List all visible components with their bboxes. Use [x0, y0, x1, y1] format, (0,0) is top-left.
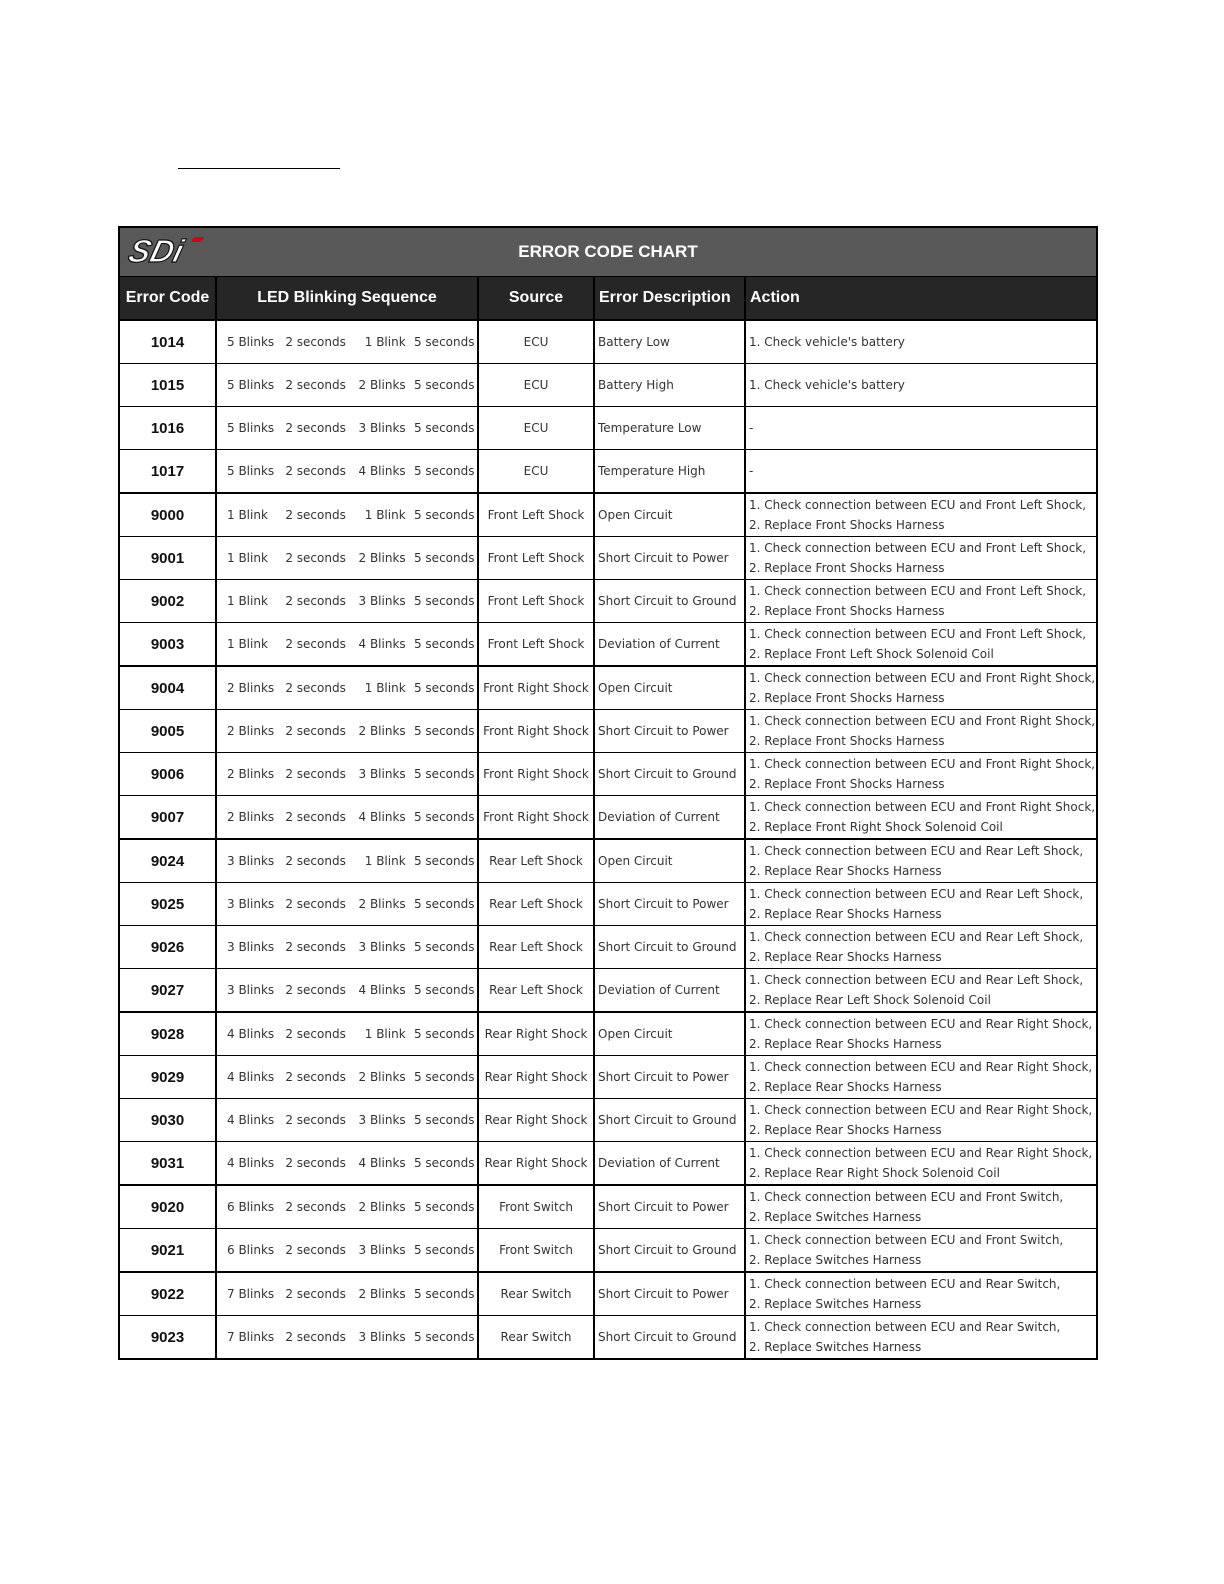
error-description-cell: Battery Low: [594, 320, 745, 364]
led-sequence-cell: [216, 710, 478, 753]
sequence-step: 6 Blinks: [227, 1200, 275, 1214]
action-line: 2. Replace Front Right Shock Solenoid Coil: [749, 820, 1003, 834]
sequence-step: 2 seconds: [285, 335, 346, 349]
action-line: 2. Replace Rear Left Shock Solenoid Coil: [749, 993, 991, 1007]
sequence-step: 2 Blinks: [358, 1070, 406, 1084]
table-row: [120, 364, 1096, 407]
error-description-cell: Temperature Low: [594, 407, 745, 450]
sequence-step: 2 seconds: [285, 854, 346, 868]
action-cell: [745, 407, 1096, 450]
action-cell: [745, 839, 1096, 883]
action-line: 1. Check connection between ECU and Front Left Shock,: [749, 627, 1087, 641]
led-sequence-cell: [216, 796, 478, 840]
sequence-step: 5 seconds: [413, 724, 475, 738]
action-line: 1. Check connection between ECU and Rear Left Shock,: [749, 887, 1084, 901]
sequence-step: 5 seconds: [413, 1243, 475, 1257]
error-description-cell: Open Circuit: [594, 1012, 745, 1056]
action-line: 1. Check connection between ECU and Rear Switch,: [749, 1277, 1061, 1291]
action-line: 1. Check connection between ECU and Front Right Shock,: [749, 757, 1096, 771]
action-line: 2. Replace Switches Harness: [749, 1340, 922, 1354]
action-line: -: [749, 421, 754, 435]
sequence-step: 1 Blink: [364, 1027, 406, 1041]
sequence-step: 2 seconds: [285, 1113, 346, 1127]
action-line: 2. Replace Rear Shocks Harness: [749, 950, 942, 964]
table-row: [120, 537, 1096, 580]
error-code-chart: [118, 226, 1098, 1360]
action-line: 1. Check connection between ECU and Rear Right Shock,: [749, 1103, 1093, 1117]
sequence-step: 5 seconds: [413, 681, 475, 695]
sequence-step: 2 seconds: [285, 940, 346, 954]
action-line: 2. Replace Rear Shocks Harness: [749, 1080, 942, 1094]
error-code-cell: 9031: [120, 1142, 216, 1186]
led-sequence-cell: [216, 320, 478, 364]
sequence-step: 1 Blink: [364, 335, 406, 349]
sequence-step: 4 Blinks: [227, 1070, 275, 1084]
led-sequence-cell: [216, 580, 478, 623]
sequence-step: 5 seconds: [413, 335, 475, 349]
action-line: 2. Replace Front Shocks Harness: [749, 561, 945, 575]
action-line: 2. Replace Rear Shocks Harness: [749, 864, 942, 878]
table-row: [120, 883, 1096, 926]
sequence-step: 4 Blinks: [358, 1156, 406, 1170]
sequence-step: 3 Blinks: [358, 1243, 406, 1257]
table-row: [120, 623, 1096, 667]
action-line: -: [749, 464, 754, 478]
error-description-cell: Battery High: [594, 364, 745, 407]
error-description-cell: Short Circuit to Power: [594, 883, 745, 926]
action-cell: [745, 537, 1096, 580]
error-code-cell: 9005: [120, 710, 216, 753]
error-code-cell: 9006: [120, 753, 216, 796]
error-code-cell: 9027: [120, 969, 216, 1013]
sequence-step: 2 seconds: [285, 1156, 346, 1170]
led-sequence-cell: [216, 753, 478, 796]
table-row: [120, 407, 1096, 450]
sequence-step: 2 Blinks: [358, 378, 406, 392]
sequence-step: 3 Blinks: [358, 421, 406, 435]
error-code-cell: 9000: [120, 493, 216, 537]
sequence-step: 5 seconds: [413, 940, 475, 954]
led-sequence-cell: [216, 1229, 478, 1273]
sequence-step: 2 seconds: [285, 508, 346, 522]
sequence-step: 5 seconds: [413, 551, 475, 565]
source-cell: ECU: [478, 364, 594, 407]
sequence-step: 2 Blinks: [227, 810, 275, 824]
sequence-step: 1 Blink: [227, 594, 268, 608]
error-code-cell: 9003: [120, 623, 216, 667]
table-row: [120, 493, 1096, 537]
error-description-cell: Short Circuit to Ground: [594, 580, 745, 623]
sequence-step: 2 seconds: [285, 1027, 346, 1041]
error-code-cell: 9028: [120, 1012, 216, 1056]
led-sequence-cell: [216, 926, 478, 969]
sequence-step: 2 seconds: [285, 1287, 346, 1301]
led-sequence-cell: [216, 364, 478, 407]
error-description-cell: Short Circuit to Power: [594, 710, 745, 753]
source-cell: Front Left Shock: [478, 537, 594, 580]
sequence-step: 2 seconds: [285, 551, 346, 565]
sequence-step: 3 Blinks: [358, 767, 406, 781]
error-description-cell: Short Circuit to Power: [594, 1185, 745, 1229]
sequence-step: 5 seconds: [413, 1070, 475, 1084]
action-line: 1. Check vehicle's battery: [749, 335, 905, 349]
source-cell: Rear Right Shock: [478, 1012, 594, 1056]
action-cell: [745, 364, 1096, 407]
action-cell: [745, 1056, 1096, 1099]
action-line: 1. Check connection between ECU and Rear Switch,: [749, 1320, 1061, 1334]
header-error-description: Error Description: [594, 277, 745, 320]
source-cell: Rear Right Shock: [478, 1142, 594, 1186]
source-cell: Front Right Shock: [478, 796, 594, 840]
table-row: [120, 969, 1096, 1013]
action-line: 2. Replace Rear Right Shock Solenoid Coil: [749, 1166, 1000, 1180]
sequence-step: 6 Blinks: [227, 1243, 275, 1257]
error-description-cell: Deviation of Current: [594, 796, 745, 840]
action-cell: [745, 1012, 1096, 1056]
action-line: 1. Check connection between ECU and Front Switch,: [749, 1190, 1064, 1204]
sequence-step: 2 seconds: [285, 681, 346, 695]
action-line: 2. Replace Rear Shocks Harness: [749, 907, 942, 921]
error-code-cell: 9001: [120, 537, 216, 580]
action-line: 2. Replace Front Shocks Harness: [749, 518, 945, 532]
sequence-step: 5 Blinks: [227, 421, 275, 435]
error-description-cell: Open Circuit: [594, 493, 745, 537]
led-sequence-cell: [216, 1056, 478, 1099]
sequence-step: 3 Blinks: [358, 1330, 406, 1344]
sequence-step: 5 seconds: [413, 508, 475, 522]
source-cell: ECU: [478, 407, 594, 450]
action-line: 2. Replace Switches Harness: [749, 1297, 922, 1311]
sequence-step: 2 Blinks: [358, 897, 406, 911]
source-cell: Rear Right Shock: [478, 1056, 594, 1099]
error-code-cell: 9020: [120, 1185, 216, 1229]
error-description-cell: Open Circuit: [594, 839, 745, 883]
table-row: [120, 450, 1096, 494]
sequence-step: 2 Blinks: [227, 681, 275, 695]
action-line: 1. Check connection between ECU and Front Right Shock,: [749, 800, 1096, 814]
error-code-cell: 9004: [120, 666, 216, 710]
header-row: [120, 277, 1096, 320]
table-row: [120, 796, 1096, 840]
error-description-cell: Short Circuit to Ground: [594, 1099, 745, 1142]
sequence-step: 5 seconds: [413, 767, 475, 781]
led-sequence-cell: [216, 1012, 478, 1056]
sequence-step: 5 seconds: [413, 1330, 475, 1344]
source-cell: Rear Left Shock: [478, 926, 594, 969]
chart-title-bar: [120, 228, 1096, 277]
action-line: 1. Check connection between ECU and Rear Left Shock,: [749, 844, 1084, 858]
top-rule: [178, 168, 340, 169]
action-line: 1. Check connection between ECU and Front Right Shock,: [749, 714, 1096, 728]
table-row: [120, 1012, 1096, 1056]
source-cell: Front Switch: [478, 1185, 594, 1229]
table-row: [120, 1099, 1096, 1142]
led-sequence-cell: [216, 407, 478, 450]
error-description-cell: Short Circuit to Ground: [594, 926, 745, 969]
sequence-step: 1 Blink: [364, 854, 406, 868]
sequence-step: 2 seconds: [285, 767, 346, 781]
action-line: 2. Replace Front Shocks Harness: [749, 777, 945, 791]
sequence-step: 5 seconds: [413, 983, 475, 997]
led-sequence-cell: [216, 883, 478, 926]
table-row: [120, 1142, 1096, 1186]
sequence-step: 2 seconds: [285, 724, 346, 738]
led-sequence-cell: [216, 450, 478, 494]
sequence-step: 2 Blinks: [227, 767, 275, 781]
action-cell: [745, 969, 1096, 1013]
action-line: 2. Replace Rear Shocks Harness: [749, 1123, 942, 1137]
error-code-cell: 9007: [120, 796, 216, 840]
error-description-cell: Short Circuit to Power: [594, 537, 745, 580]
error-code-cell: 9030: [120, 1099, 216, 1142]
action-cell: [745, 1272, 1096, 1316]
action-line: 1. Check connection between ECU and Front Switch,: [749, 1233, 1064, 1247]
led-sequence-cell: [216, 839, 478, 883]
error-code-cell: 9021: [120, 1229, 216, 1273]
sequence-step: 7 Blinks: [227, 1287, 275, 1301]
led-sequence-cell: [216, 1142, 478, 1186]
source-cell: Front Right Shock: [478, 666, 594, 710]
action-line: 1. Check connection between ECU and Front Right Shock,: [749, 671, 1096, 685]
sequence-step: 2 seconds: [285, 810, 346, 824]
error-description-cell: Deviation of Current: [594, 1142, 745, 1186]
table-row: [120, 580, 1096, 623]
sequence-step: 3 Blinks: [227, 854, 275, 868]
sequence-step: 2 seconds: [285, 1243, 346, 1257]
action-line: 1. Check connection between ECU and Front Left Shock,: [749, 498, 1087, 512]
source-cell: Front Right Shock: [478, 753, 594, 796]
action-line: 1. Check vehicle's battery: [749, 378, 905, 392]
action-cell: [745, 1142, 1096, 1186]
action-cell: [745, 493, 1096, 537]
sequence-step: 5 Blinks: [227, 464, 275, 478]
sequence-step: 5 seconds: [413, 810, 475, 824]
error-code-cell: 9024: [120, 839, 216, 883]
error-code-cell: 9023: [120, 1316, 216, 1359]
sequence-step: 3 Blinks: [358, 594, 406, 608]
action-cell: [745, 926, 1096, 969]
source-cell: Rear Left Shock: [478, 969, 594, 1013]
error-description-cell: Short Circuit to Power: [594, 1272, 745, 1316]
action-cell: [745, 1099, 1096, 1142]
sequence-step: 2 seconds: [285, 1070, 346, 1084]
action-line: 2. Replace Switches Harness: [749, 1253, 922, 1267]
source-cell: Rear Right Shock: [478, 1099, 594, 1142]
source-cell: Rear Left Shock: [478, 883, 594, 926]
sequence-step: 7 Blinks: [227, 1330, 275, 1344]
error-description-cell: Temperature High: [594, 450, 745, 494]
table-row: [120, 1272, 1096, 1316]
error-code-cell: 9029: [120, 1056, 216, 1099]
error-description-cell: Short Circuit to Ground: [594, 1229, 745, 1273]
action-cell: [745, 883, 1096, 926]
action-line: 2. Replace Rear Shocks Harness: [749, 1037, 942, 1051]
action-cell: [745, 1316, 1096, 1359]
source-cell: Rear Switch: [478, 1272, 594, 1316]
error-description-cell: Open Circuit: [594, 666, 745, 710]
table-row: [120, 1316, 1096, 1359]
action-line: 2. Replace Front Shocks Harness: [749, 734, 945, 748]
table-row: [120, 666, 1096, 710]
header-led-sequence: LED Blinking Sequence: [216, 277, 478, 320]
sequence-step: 1 Blink: [364, 681, 406, 695]
action-line: 1. Check connection between ECU and Front Left Shock,: [749, 584, 1087, 598]
logo-text: SDi: [125, 233, 188, 269]
sequence-step: 4 Blinks: [358, 810, 406, 824]
chart-title: ERROR CODE CHART: [518, 242, 698, 261]
error-description-cell: Short Circuit to Ground: [594, 753, 745, 796]
source-cell: Front Left Shock: [478, 623, 594, 667]
sequence-step: 3 Blinks: [227, 940, 275, 954]
sequence-step: 5 seconds: [413, 1027, 475, 1041]
error-code-table: [120, 277, 1096, 1358]
sequence-step: 4 Blinks: [227, 1113, 275, 1127]
sequence-step: 4 Blinks: [358, 637, 406, 651]
table-row: [120, 1229, 1096, 1273]
sequence-step: 2 seconds: [285, 594, 346, 608]
source-cell: Rear Switch: [478, 1316, 594, 1359]
sequence-step: 2 seconds: [285, 897, 346, 911]
source-cell: Front Left Shock: [478, 580, 594, 623]
led-sequence-cell: [216, 537, 478, 580]
sequence-step: 5 Blinks: [227, 378, 275, 392]
error-description-cell: Deviation of Current: [594, 623, 745, 667]
error-code-cell: 1017: [120, 450, 216, 494]
sequence-step: 2 seconds: [285, 983, 346, 997]
action-cell: [745, 450, 1096, 494]
table-row: [120, 320, 1096, 364]
led-sequence-cell: [216, 623, 478, 667]
action-cell: [745, 1229, 1096, 1273]
sequence-step: 5 seconds: [413, 421, 475, 435]
source-cell: Front Left Shock: [478, 493, 594, 537]
sequence-step: 5 Blinks: [227, 335, 275, 349]
action-cell: [745, 580, 1096, 623]
action-line: 2. Replace Front Left Shock Solenoid Coil: [749, 647, 994, 661]
action-line: 2. Replace Switches Harness: [749, 1210, 922, 1224]
sequence-step: 1 Blink: [227, 637, 268, 651]
sequence-step: 3 Blinks: [227, 983, 275, 997]
sequence-step: 5 seconds: [413, 1156, 475, 1170]
action-line: 1. Check connection between ECU and Front Left Shock,: [749, 541, 1087, 555]
header-source: Source: [478, 277, 594, 320]
action-line: 1. Check connection between ECU and Rear Left Shock,: [749, 973, 1084, 987]
sequence-step: 2 Blinks: [358, 1200, 406, 1214]
table-row: [120, 926, 1096, 969]
sequence-step: 4 Blinks: [358, 983, 406, 997]
error-code-cell: 1014: [120, 320, 216, 364]
sequence-step: 4 Blinks: [358, 464, 406, 478]
sequence-step: 2 seconds: [285, 421, 346, 435]
error-code-cell: 9002: [120, 580, 216, 623]
sequence-step: 2 seconds: [285, 1330, 346, 1344]
led-sequence-cell: [216, 1272, 478, 1316]
sequence-step: 2 Blinks: [227, 724, 275, 738]
action-line: 1. Check connection between ECU and Rear Right Shock,: [749, 1146, 1093, 1160]
action-line: 1. Check connection between ECU and Rear Right Shock,: [749, 1060, 1093, 1074]
source-cell: Front Switch: [478, 1229, 594, 1273]
sequence-step: 2 Blinks: [358, 1287, 406, 1301]
sequence-step: 5 seconds: [413, 378, 475, 392]
sequence-step: 4 Blinks: [227, 1156, 275, 1170]
sequence-step: 1 Blink: [364, 508, 406, 522]
action-cell: [745, 666, 1096, 710]
sequence-step: 2 seconds: [285, 378, 346, 392]
led-sequence-cell: [216, 493, 478, 537]
header-action: Action: [745, 277, 1096, 320]
sequence-step: 5 seconds: [413, 897, 475, 911]
sequence-step: 2 seconds: [285, 464, 346, 478]
action-cell: [745, 1185, 1096, 1229]
led-sequence-cell: [216, 1316, 478, 1359]
action-cell: [745, 710, 1096, 753]
error-description-cell: Short Circuit to Ground: [594, 1316, 745, 1359]
error-code-cell: 1016: [120, 407, 216, 450]
action-cell: [745, 320, 1096, 364]
error-description-cell: Deviation of Current: [594, 969, 745, 1013]
sequence-step: 5 seconds: [413, 854, 475, 868]
error-code-cell: 1015: [120, 364, 216, 407]
table-row: [120, 1185, 1096, 1229]
action-cell: [745, 623, 1096, 667]
action-line: 2. Replace Front Shocks Harness: [749, 691, 945, 705]
sequence-step: 3 Blinks: [227, 897, 275, 911]
action-cell: [745, 796, 1096, 840]
led-sequence-cell: [216, 1099, 478, 1142]
source-cell: ECU: [478, 450, 594, 494]
action-line: 2. Replace Front Shocks Harness: [749, 604, 945, 618]
table-row: [120, 1056, 1096, 1099]
led-sequence-cell: [216, 969, 478, 1013]
sequence-step: 4 Blinks: [227, 1027, 275, 1041]
table-row: [120, 710, 1096, 753]
action-line: 1. Check connection between ECU and Rear Right Shock,: [749, 1017, 1093, 1031]
header-error-code: Error Code: [120, 277, 216, 320]
sequence-step: 5 seconds: [413, 464, 475, 478]
sequence-step: 1 Blink: [227, 508, 268, 522]
error-description-cell: Short Circuit to Power: [594, 1056, 745, 1099]
sequence-step: 3 Blinks: [358, 1113, 406, 1127]
sequence-step: 2 Blinks: [358, 724, 406, 738]
table-row: [120, 839, 1096, 883]
source-cell: ECU: [478, 320, 594, 364]
sequence-step: 5 seconds: [413, 1287, 475, 1301]
action-line: 1. Check connection between ECU and Rear Left Shock,: [749, 930, 1084, 944]
source-cell: Front Right Shock: [478, 710, 594, 753]
sequence-step: 5 seconds: [413, 594, 475, 608]
sequence-step: 2 seconds: [285, 637, 346, 651]
action-cell: [745, 753, 1096, 796]
error-code-cell: 9026: [120, 926, 216, 969]
sequence-step: 2 Blinks: [358, 551, 406, 565]
table-row: [120, 753, 1096, 796]
led-sequence-cell: [216, 666, 478, 710]
led-sequence-cell: [216, 1185, 478, 1229]
sequence-step: 3 Blinks: [358, 940, 406, 954]
source-cell: Rear Left Shock: [478, 839, 594, 883]
sequence-step: 1 Blink: [227, 551, 268, 565]
error-code-cell: 9022: [120, 1272, 216, 1316]
sequence-step: 2 seconds: [285, 1200, 346, 1214]
sequence-step: 5 seconds: [413, 1200, 475, 1214]
sequence-step: 5 seconds: [413, 1113, 475, 1127]
sequence-step: 5 seconds: [413, 637, 475, 651]
error-code-cell: 9025: [120, 883, 216, 926]
